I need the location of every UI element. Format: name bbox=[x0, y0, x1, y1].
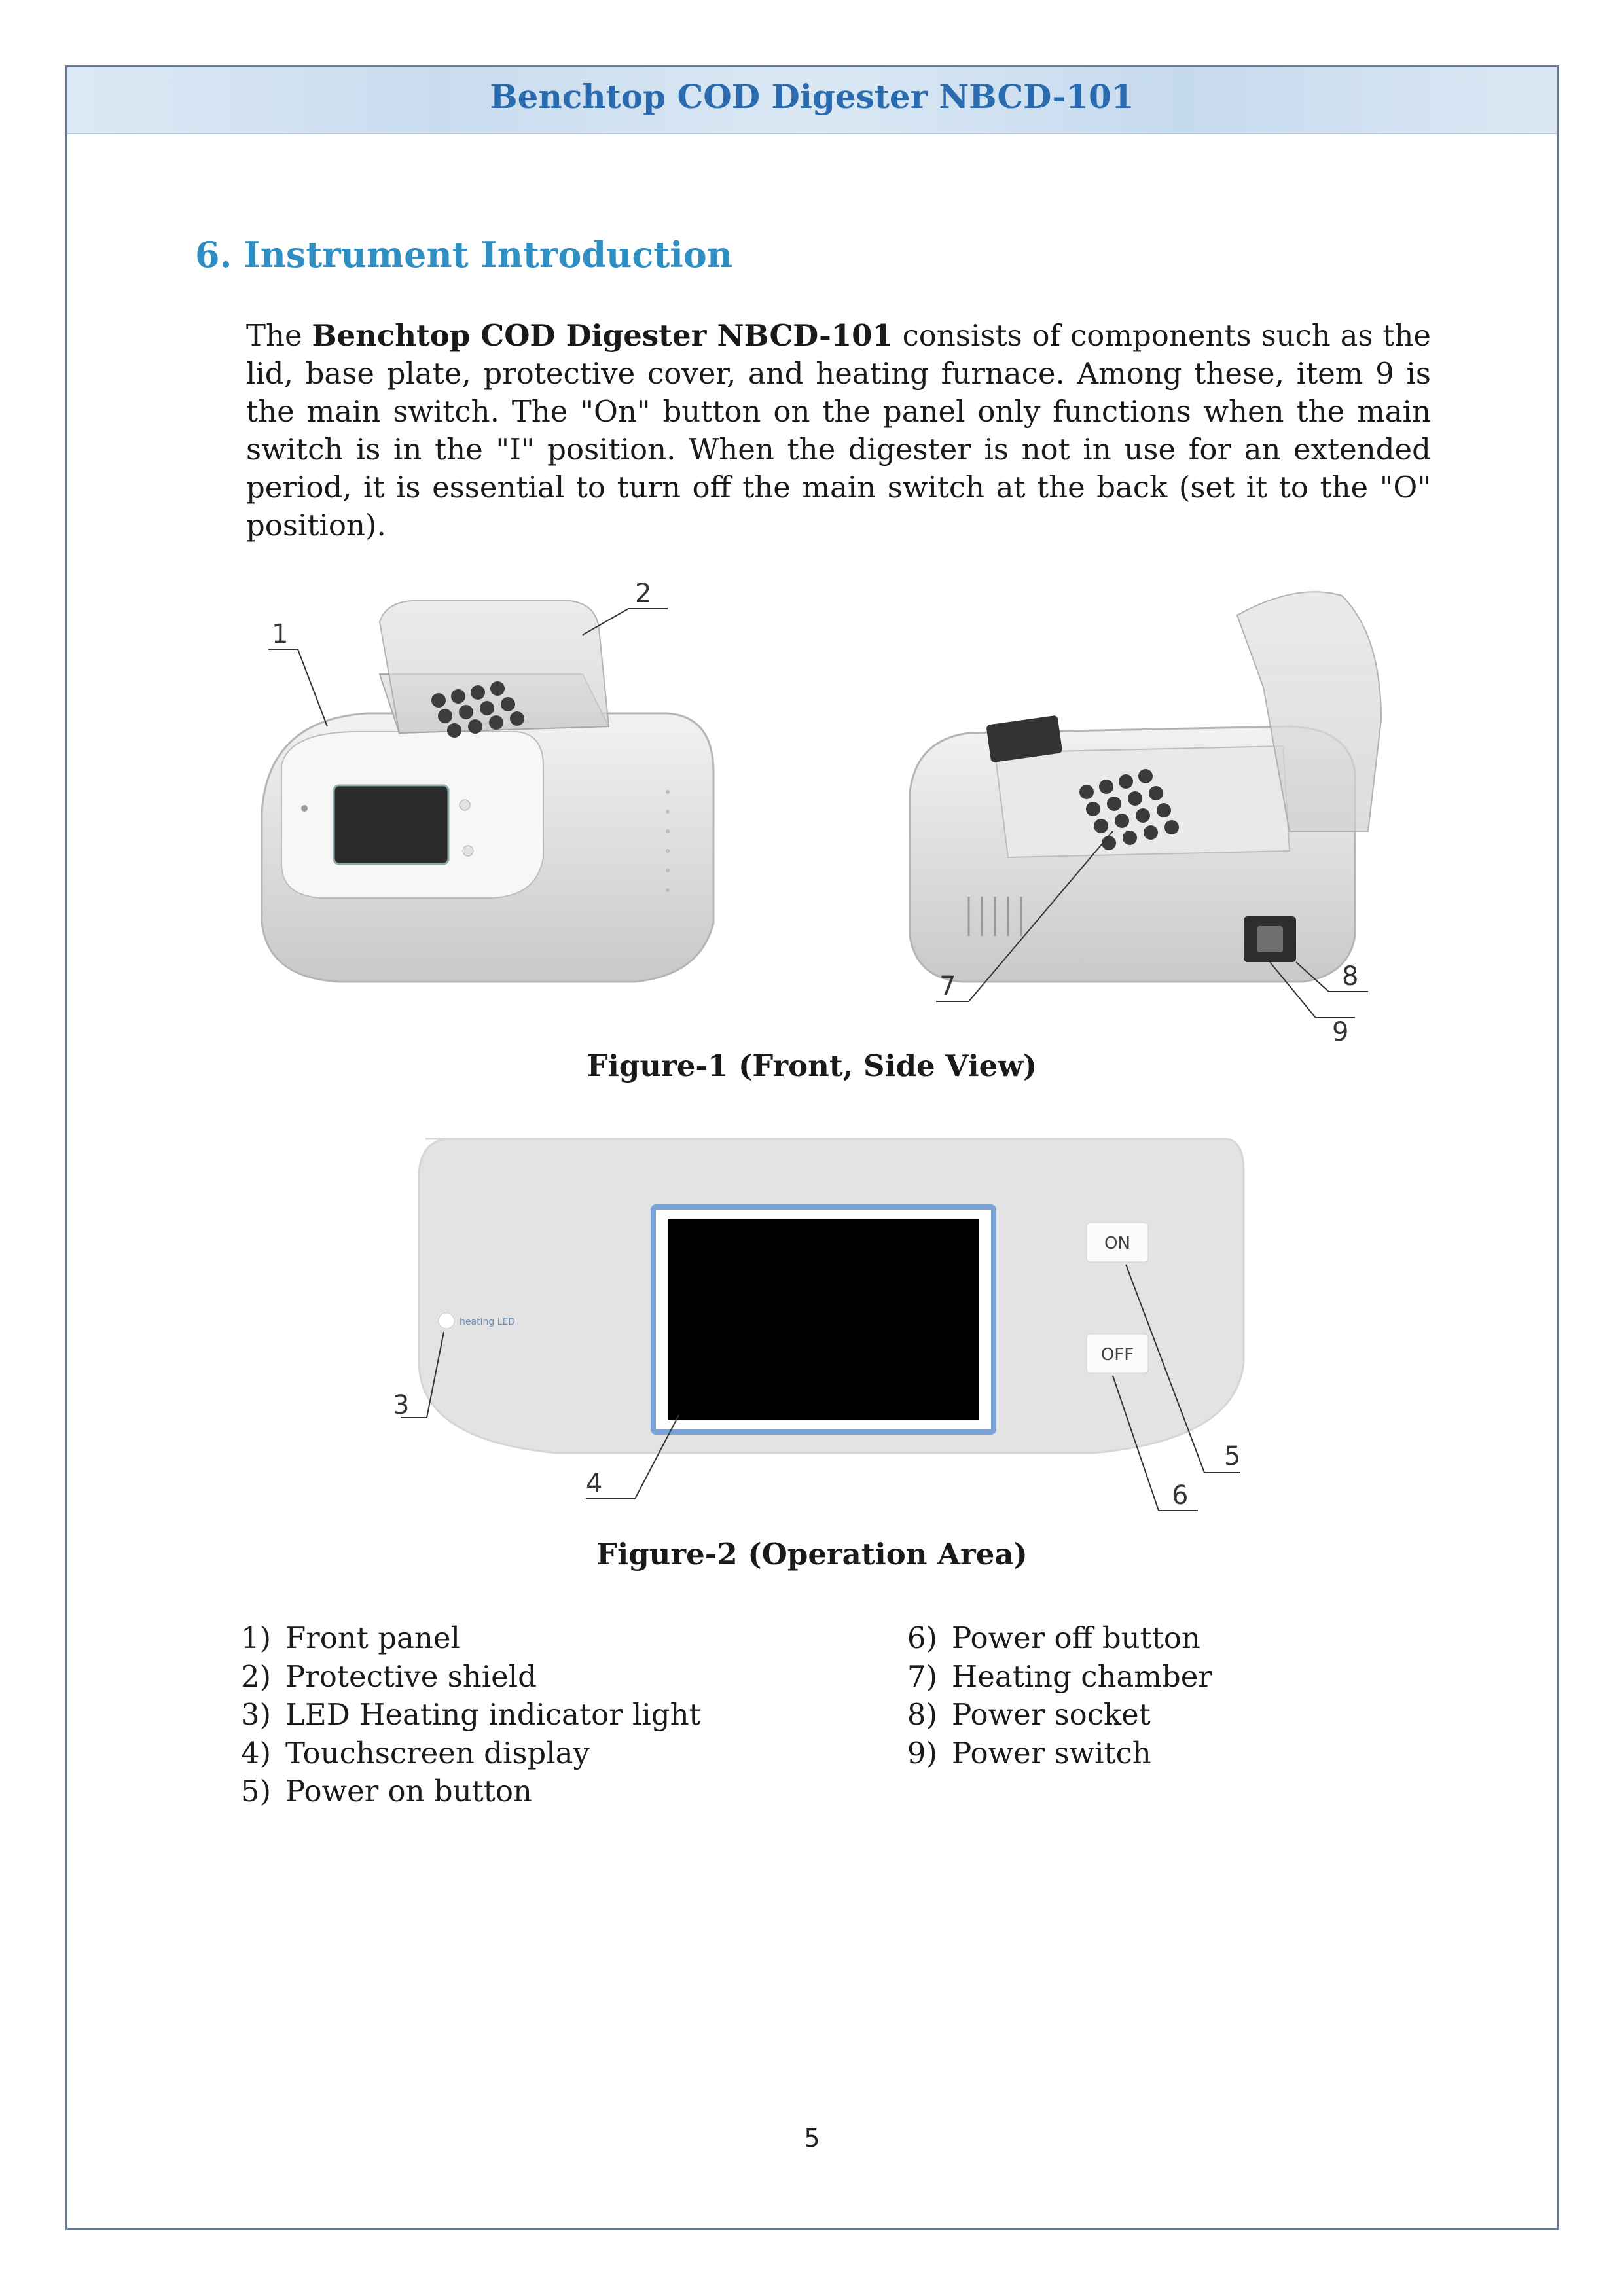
callout-8: 8 bbox=[1342, 961, 1359, 992]
section-number: 6. bbox=[195, 234, 232, 276]
callout-3: 3 bbox=[393, 1390, 410, 1420]
callout-9: 9 bbox=[1332, 1017, 1349, 1047]
page-number: 5 bbox=[804, 2124, 820, 2153]
legend-item: 3) LED Heating indicator light bbox=[240, 1697, 701, 1732]
legend-item: 7) Heating chamber bbox=[907, 1659, 1212, 1694]
legend-item: 2) Protective shield bbox=[240, 1659, 537, 1694]
off-button-label: OFF bbox=[1100, 1345, 1134, 1365]
figure-2-caption: Figure-2 (Operation Area) bbox=[596, 1537, 1028, 1571]
section-heading bbox=[195, 234, 732, 276]
led-label: heating LED bbox=[460, 1317, 516, 1327]
figure-1-illustration bbox=[242, 556, 1394, 1054]
legend-item: 6) Power off button bbox=[907, 1621, 1200, 1655]
legend-item: 1) Front panel bbox=[240, 1621, 460, 1655]
front-view-device bbox=[262, 601, 713, 982]
callout-7: 7 bbox=[939, 971, 956, 1001]
callout-6: 6 bbox=[1172, 1480, 1189, 1511]
callout-1: 1 bbox=[272, 619, 289, 649]
legend-item: 4) Touchscreen display bbox=[240, 1735, 590, 1770]
callout-4: 4 bbox=[586, 1469, 603, 1499]
intro-paragraph bbox=[246, 317, 1431, 545]
section-title-text: Instrument Introduction bbox=[244, 234, 733, 276]
legend-item: 5) Power on button bbox=[240, 1774, 532, 1808]
intro-text: consists of components such as the lid, base plate, protective cover, and heating furnace. Among these, item 9 is the main switch. The "On" button on the panel only functions when the main switch is in the "I" position. When the digester is not in use for an extended period, it is essential to turn off the main switch at the back (set it to the "O" position). bbox=[246, 318, 1432, 543]
callout-2: 2 bbox=[635, 579, 652, 609]
callout-5: 5 bbox=[1224, 1441, 1241, 1471]
legend-item: 9) Power switch bbox=[907, 1735, 1151, 1770]
legend-item: 8) Power socket bbox=[907, 1697, 1151, 1732]
intro-prefix: The bbox=[246, 318, 312, 353]
legend-left-column bbox=[221, 1619, 701, 1811]
side-view-device bbox=[910, 592, 1381, 1018]
figure-1-caption: Figure-1 (Front, Side View) bbox=[586, 1049, 1038, 1083]
figure-2-illustration bbox=[360, 1126, 1290, 1545]
intro-product-name: Benchtop COD Digester NBCD-101 bbox=[312, 318, 893, 353]
legend-right-column bbox=[888, 1619, 1212, 1772]
on-button-label: ON bbox=[1104, 1234, 1130, 1253]
header-title: Benchtop COD Digester NBCD-101 bbox=[490, 77, 1134, 116]
